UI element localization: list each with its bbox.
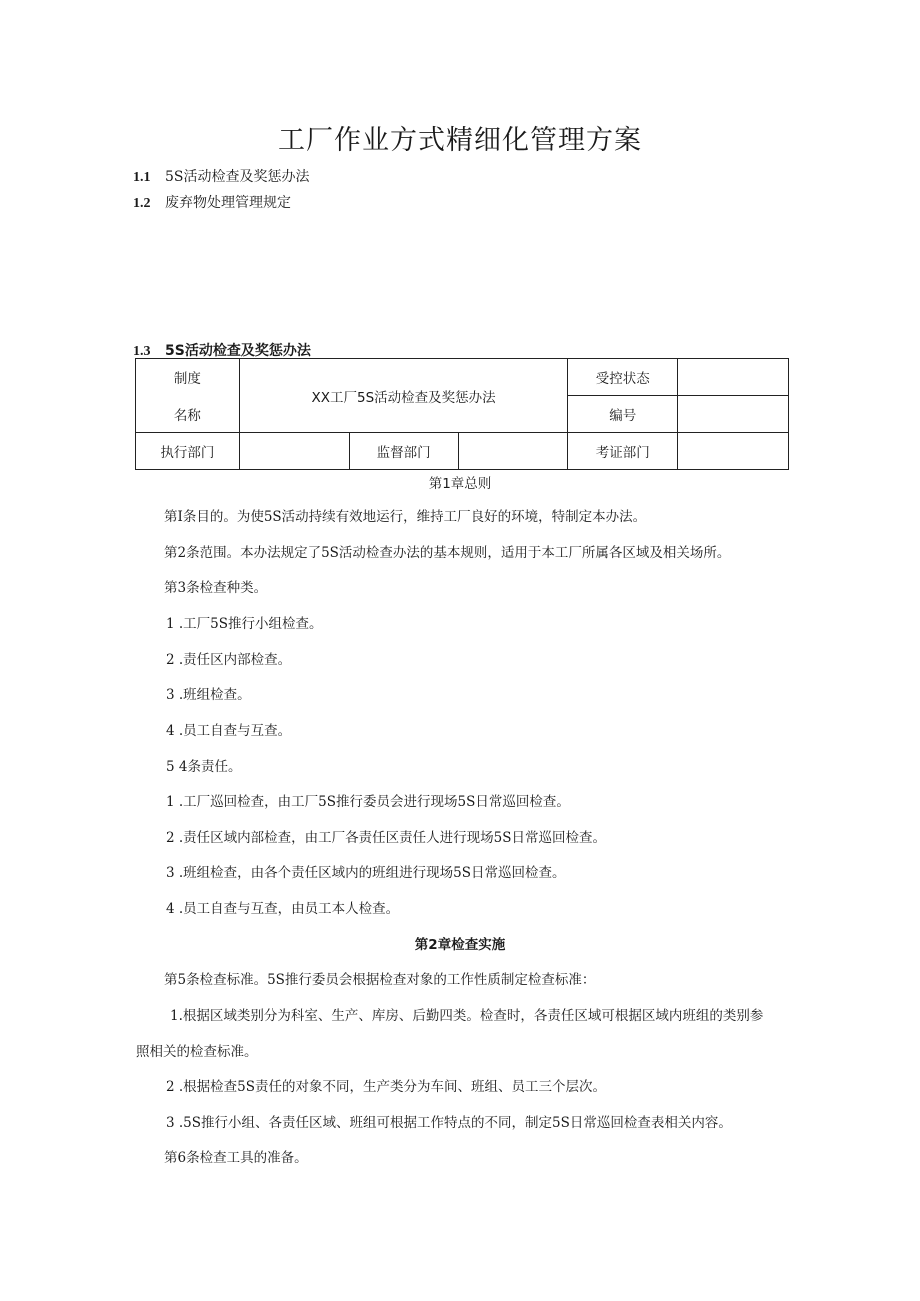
section-number: 1.3	[133, 344, 151, 359]
list-item: 1 .工厂5S推行小组检查。	[166, 616, 323, 632]
control-status-label: 受控状态	[568, 359, 678, 396]
chapter-heading: 第2章检查实施	[414, 937, 506, 953]
section-title: 5S活动检查及奖惩办法	[165, 343, 311, 359]
toc-number: 1.1	[133, 170, 151, 185]
number-label: 编号	[568, 396, 678, 433]
chapter-heading: 第1章总则	[428, 476, 492, 492]
supervise-dept-value	[458, 433, 568, 470]
toc-item-1[interactable]	[133, 166, 310, 186]
toc-text: 废弃物处理管理规定	[165, 195, 291, 211]
audit-dept-label: 考证部门	[568, 433, 678, 470]
section-heading	[133, 340, 311, 360]
paragraph: 第2条范围。本办法规定了5S活动检查办法的基本规则，适用于本工厂所属各区域及相关场所。	[164, 545, 731, 561]
toc-item-2[interactable]	[133, 192, 291, 212]
paragraph: 第6条检查工具的准备。	[164, 1150, 308, 1166]
control-status-value	[678, 359, 789, 396]
toc-number: 1.2	[133, 196, 151, 211]
number-value	[678, 396, 789, 433]
list-item: 3 .班组检查，由各个责任区域内的班组进行现场5S日常巡回检查。	[166, 865, 566, 881]
list-item-continued: 照相关的检查标准。	[136, 1044, 258, 1060]
toc-text: 5S活动检查及奖惩办法	[165, 169, 310, 185]
exec-dept-label: 执行部门	[136, 433, 240, 470]
paragraph: 第I条目的。为使5S活动持续有效地运行，维持工厂良好的环境，特制定本办法。	[164, 509, 647, 525]
list-item: 5 4条责任。	[166, 759, 242, 775]
list-item: 1 .工厂巡回检查，由工厂5S推行委员会进行现场5S日常巡回检查。	[166, 794, 570, 810]
system-name-cell: XX工厂5S活动检查及奖惩办法	[239, 359, 567, 433]
name-label: 名称	[173, 408, 201, 424]
regulation-info-table	[135, 358, 789, 470]
list-item: 2 .责任区内部检查。	[166, 652, 292, 668]
system-name-label-cell	[136, 359, 240, 433]
audit-dept-value	[678, 433, 789, 470]
exec-dept-value	[239, 433, 349, 470]
system-label: 制度	[173, 371, 201, 387]
list-item: 2 .根据检查5S责任的对象不同，生产类分为车间、班组、员工三个层次。	[166, 1079, 607, 1095]
list-item: 3 .班组检查。	[166, 687, 251, 703]
paragraph: 第5条检查标准。5S推行委员会根据检查对象的工作性质制定检查标准：	[164, 972, 596, 988]
supervise-dept-label: 监督部门	[349, 433, 458, 470]
list-item: 3 .5S推行小组、各责任区域、班组可根据工作特点的不同，制定5S日常巡回检查表相关内容。	[166, 1115, 732, 1131]
list-item: 4 .员工自查与互查，由员工本人检查。	[166, 901, 400, 917]
list-item: 1.根据区域类别分为科室、生产、库房、后勤四类。检查时，各责任区域可根据区域内班组的类别参	[170, 1008, 764, 1024]
document-title: 工厂作业方式精细化管理方案	[278, 125, 642, 156]
paragraph: 第3条检查种类。	[164, 580, 268, 596]
list-item: 2 .责任区域内部检查，由工厂各责任区责任人进行现场5S日常巡回检查。	[166, 830, 607, 846]
list-item: 4 .员工自查与互查。	[166, 723, 292, 739]
